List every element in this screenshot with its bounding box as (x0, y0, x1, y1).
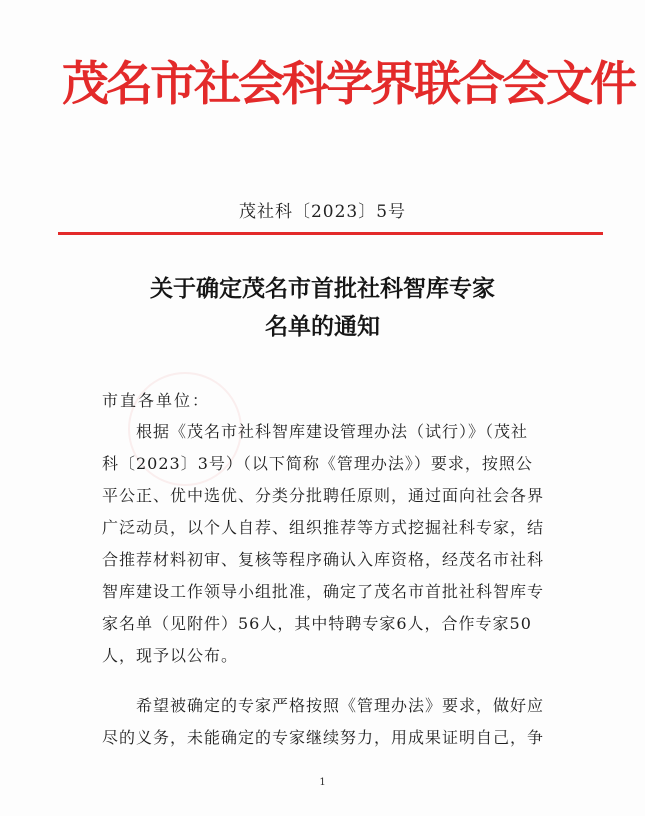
body-line: 家名单（见附件）56人，其中特聘专家6人，合作专家50 (102, 614, 532, 633)
org-header-title: 茂名市社会科学界联合会文件 (62, 57, 634, 112)
notice-title-line-2: 名单的通知 (265, 313, 380, 340)
body-line: 人，现予以公布。 (102, 646, 239, 665)
body-line: 科〔2023〕3号）（以下简称《管理办法》）要求，按照公 (102, 454, 533, 473)
body-line: 希望被确定的专家严格按照《管理办法》要求，做好应 (102, 696, 545, 715)
page-number: 1 (319, 777, 326, 788)
body-text (102, 416, 564, 754)
notice-title (0, 270, 645, 346)
body-line: 智库建设工作领导小组批准，确定了茂名市首批社科智库专 (102, 582, 545, 601)
body-line: 合推荐材料初审、复核等程序确认入库资格，经茂名市社科 (102, 550, 545, 569)
recipient-line: 市直各单位： (102, 391, 211, 410)
paragraph-gap (102, 672, 564, 690)
body-line: 根据《茂名市社科智库建设管理办法（试行）》（茂社 (102, 422, 529, 441)
body-line: 广泛动员，以个人自荐、组织推荐等方式挖掘社科专家，结 (102, 518, 545, 537)
notice-title-line-1: 关于确定茂名市首批社科智库专家 (150, 275, 495, 302)
red-divider-line (58, 232, 603, 235)
document-number: 茂社科〔2023〕5号 (238, 202, 407, 222)
body-line: 平公正、优中选优、分类分批聘任原则，通过面向社会各界 (102, 486, 545, 505)
body-line: 尽的义务，未能确定的专家继续努力，用成果证明自己，争 (102, 728, 545, 747)
